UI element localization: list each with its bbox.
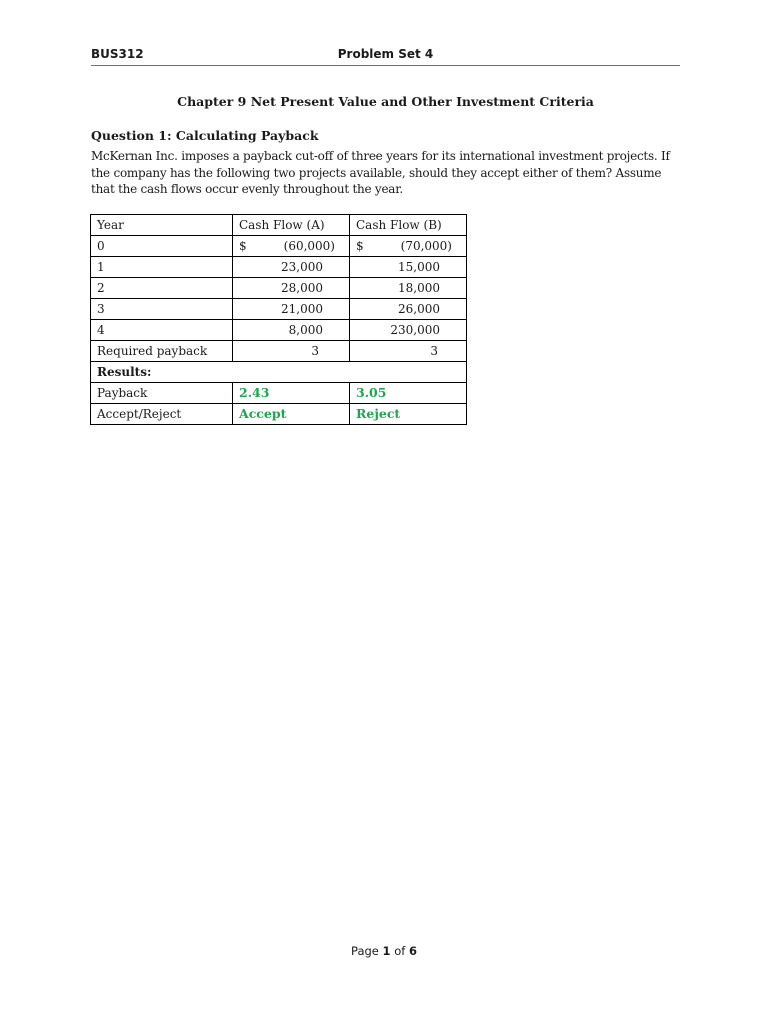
- decision-a-value: Accept: [233, 404, 350, 425]
- table-row: [91, 257, 467, 278]
- footer-page-number: 1: [382, 944, 391, 958]
- payback-a-value: 2.43: [233, 383, 350, 404]
- results-label: Results:: [91, 362, 467, 383]
- required-payback-row: [91, 341, 467, 362]
- payback-label: Payback: [91, 383, 233, 404]
- cash-flow-b-cell: 18,000: [350, 278, 467, 299]
- year-cell: 1: [91, 257, 233, 278]
- required-payback-b: 3: [350, 341, 467, 362]
- payback-row: [91, 383, 467, 404]
- currency-symbol: $: [356, 239, 364, 253]
- header-cash-flow-a: Cash Flow (A): [233, 215, 350, 236]
- table-row: [91, 320, 467, 341]
- footer-of: of: [390, 944, 409, 958]
- year-cell: 4: [91, 320, 233, 341]
- cash-flow-a-cell: 8,000: [233, 320, 350, 341]
- header-cash-flow-b: Cash Flow (B): [350, 215, 467, 236]
- cash-flow-b-cell: 26,000: [350, 299, 467, 320]
- course-code: BUS312: [91, 47, 144, 61]
- document-title: Problem Set 4: [337, 47, 434, 61]
- footer-page-total: 6: [408, 944, 417, 958]
- cash-flow-a-cell: 28,000: [233, 278, 350, 299]
- cash-flow-b-cell: 15,000: [350, 257, 467, 278]
- currency-symbol: $: [239, 239, 247, 253]
- page-header: [91, 46, 680, 66]
- table-row: [91, 299, 467, 320]
- payback-b-value: 3.05: [350, 383, 467, 404]
- results-row: [91, 362, 467, 383]
- decision-b-value: Reject: [350, 404, 467, 425]
- cash-flow-b-cell: [350, 236, 467, 257]
- cash-flow-a-value: (60,000): [283, 239, 335, 253]
- payback-table: [90, 214, 467, 425]
- required-payback-label: Required payback: [91, 341, 233, 362]
- cash-flow-b-value: (70,000): [400, 239, 452, 253]
- table-header-row: [91, 215, 467, 236]
- cash-flow-a-cell: 23,000: [233, 257, 350, 278]
- cash-flow-b-cell: 230,000: [350, 320, 467, 341]
- year-cell: 0: [91, 236, 233, 257]
- table-row: [91, 278, 467, 299]
- cash-flow-a-cell: [233, 236, 350, 257]
- header-year: Year: [91, 215, 233, 236]
- year-cell: 2: [91, 278, 233, 299]
- footer-page-prefix: Page: [351, 944, 383, 958]
- question-text: McKernan Inc. imposes a payback cut-off of three years for its international investment projects. If the company has the following two projects available, should they accept either of them? Assume that the cash flows occur evenly throughout the year.: [91, 149, 670, 196]
- page-footer: [0, 944, 768, 958]
- decision-label: Accept/Reject: [91, 404, 233, 425]
- question-title: Question 1: Calculating Payback: [91, 128, 319, 143]
- year-cell: 3: [91, 299, 233, 320]
- required-payback-a: 3: [233, 341, 350, 362]
- decision-row: [91, 404, 467, 425]
- table-row: [91, 236, 467, 257]
- chapter-title: Chapter 9 Net Present Value and Other Investment Criteria: [177, 94, 594, 109]
- cash-flow-a-cell: 21,000: [233, 299, 350, 320]
